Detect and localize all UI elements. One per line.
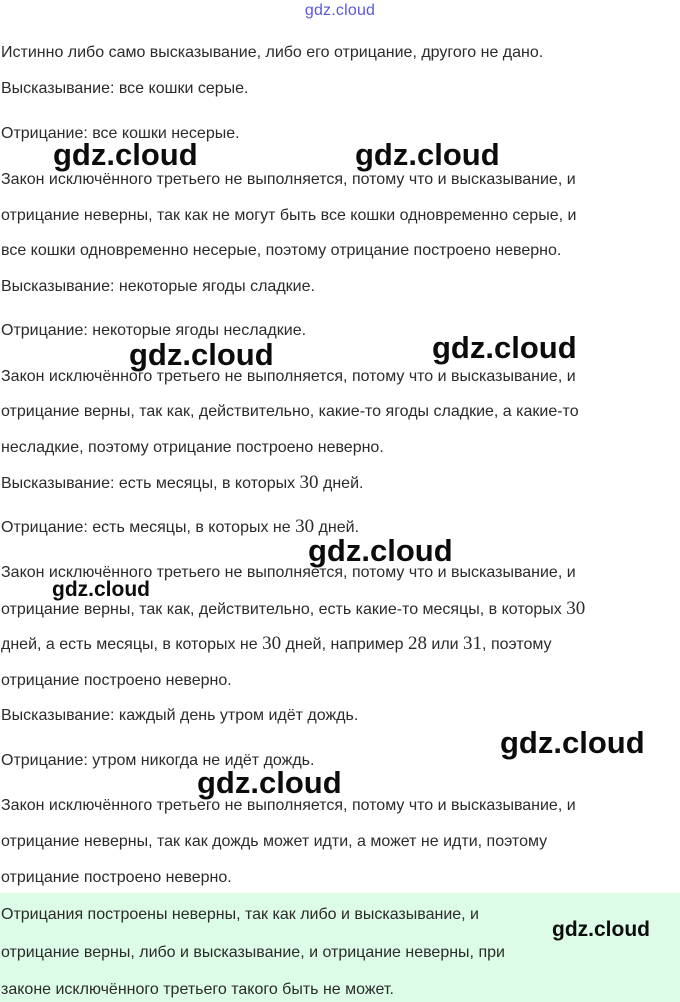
watermark: gdz.cloud (52, 578, 150, 601)
number: 30 (566, 598, 586, 619)
text-line: Высказывание: все кошки серые. (1, 80, 249, 97)
text-line: Закон исключённого третьего не выполняется, потому что и высказывание, и (1, 797, 576, 814)
text-segment: , поэтому (482, 636, 552, 653)
number: 30 (295, 516, 315, 537)
watermark: gdz.cloud (500, 725, 645, 760)
text-line: отрицание неверны, так как не могут быть все кошки одновременно серые, и (1, 207, 577, 224)
text-line: Закон исключённого третьего не выполняется, потому что и высказывание, и (1, 564, 576, 581)
watermark: gdz.cloud (308, 533, 453, 568)
watermark: gdz.cloud (129, 337, 274, 372)
text-line: Закон исключённого третьего не выполняется, потому что и высказывание, и (1, 171, 576, 188)
text-line: Отрицание: некоторые ягоды несладкие. (1, 322, 307, 339)
text-line (1, 517, 359, 538)
text-segment: дней. (314, 519, 360, 536)
text-line: Высказывание: некоторые ягоды сладкие. (1, 278, 315, 295)
conclusion-line: законе исключённого третьего такого быть не может. (1, 981, 394, 998)
text-line (1, 473, 363, 494)
text-segment: Высказывание: есть месяцы, в которых (1, 475, 300, 492)
text-line: отрицание построено неверно. (1, 869, 232, 886)
text-segment: Отрицание: есть месяцы, в которых не (1, 519, 296, 536)
number: 31 (463, 633, 483, 654)
text-segment: отрицание верны, так как, действительно, есть какие-то месяцы, в которых (1, 601, 567, 618)
text-line: все кошки одновременно несерые, поэтому отрицание построено неверно. (1, 242, 562, 259)
text-line: отрицание построено неверно. (1, 672, 232, 689)
text-segment: дней, а есть месяцы, в которых не (1, 636, 263, 653)
text-segment: дней. (318, 475, 364, 492)
watermark: gdz.cloud (197, 765, 342, 800)
text-line: отрицание верны, так как, действительно, какие-то ягоды сладкие, а какие-то (1, 403, 579, 420)
text-line: несладкие, поэтому отрицание построено неверно. (1, 439, 384, 456)
text-line: Закон исключённого третьего не выполняется, потому что и высказывание, и (1, 368, 576, 385)
watermark: gdz.cloud (355, 137, 500, 172)
text-line (1, 634, 552, 655)
watermark: gdz.cloud (432, 330, 577, 365)
number: 30 (262, 633, 282, 654)
text-line: Высказывание: каждый день утром идёт дождь. (1, 707, 359, 724)
text-line: Отрицание: утром никогда не идёт дождь. (1, 752, 315, 769)
conclusion-line: отрицание верны, либо и высказывание, и отрицание неверны, при (1, 944, 505, 961)
header-watermark: gdz.cloud (304, 2, 376, 19)
text-line: Истинно либо само высказывание, либо его отрицание, другого не дано. (1, 44, 544, 61)
text-line (1, 599, 585, 620)
watermark: gdz.cloud (53, 137, 198, 172)
number: 30 (299, 472, 319, 493)
conclusion-line: Отрицания построены неверны, так как либо и высказывание, и (1, 906, 479, 923)
watermark: gdz.cloud (552, 918, 650, 941)
number: 28 (407, 633, 427, 654)
text-line: отрицание неверны, так как дождь может идти, а может не идти, поэтому (1, 833, 548, 850)
text-line: Отрицание: все кошки несерые. (1, 125, 240, 142)
text-segment: дней, например (281, 636, 408, 653)
text-segment: или (426, 636, 464, 653)
